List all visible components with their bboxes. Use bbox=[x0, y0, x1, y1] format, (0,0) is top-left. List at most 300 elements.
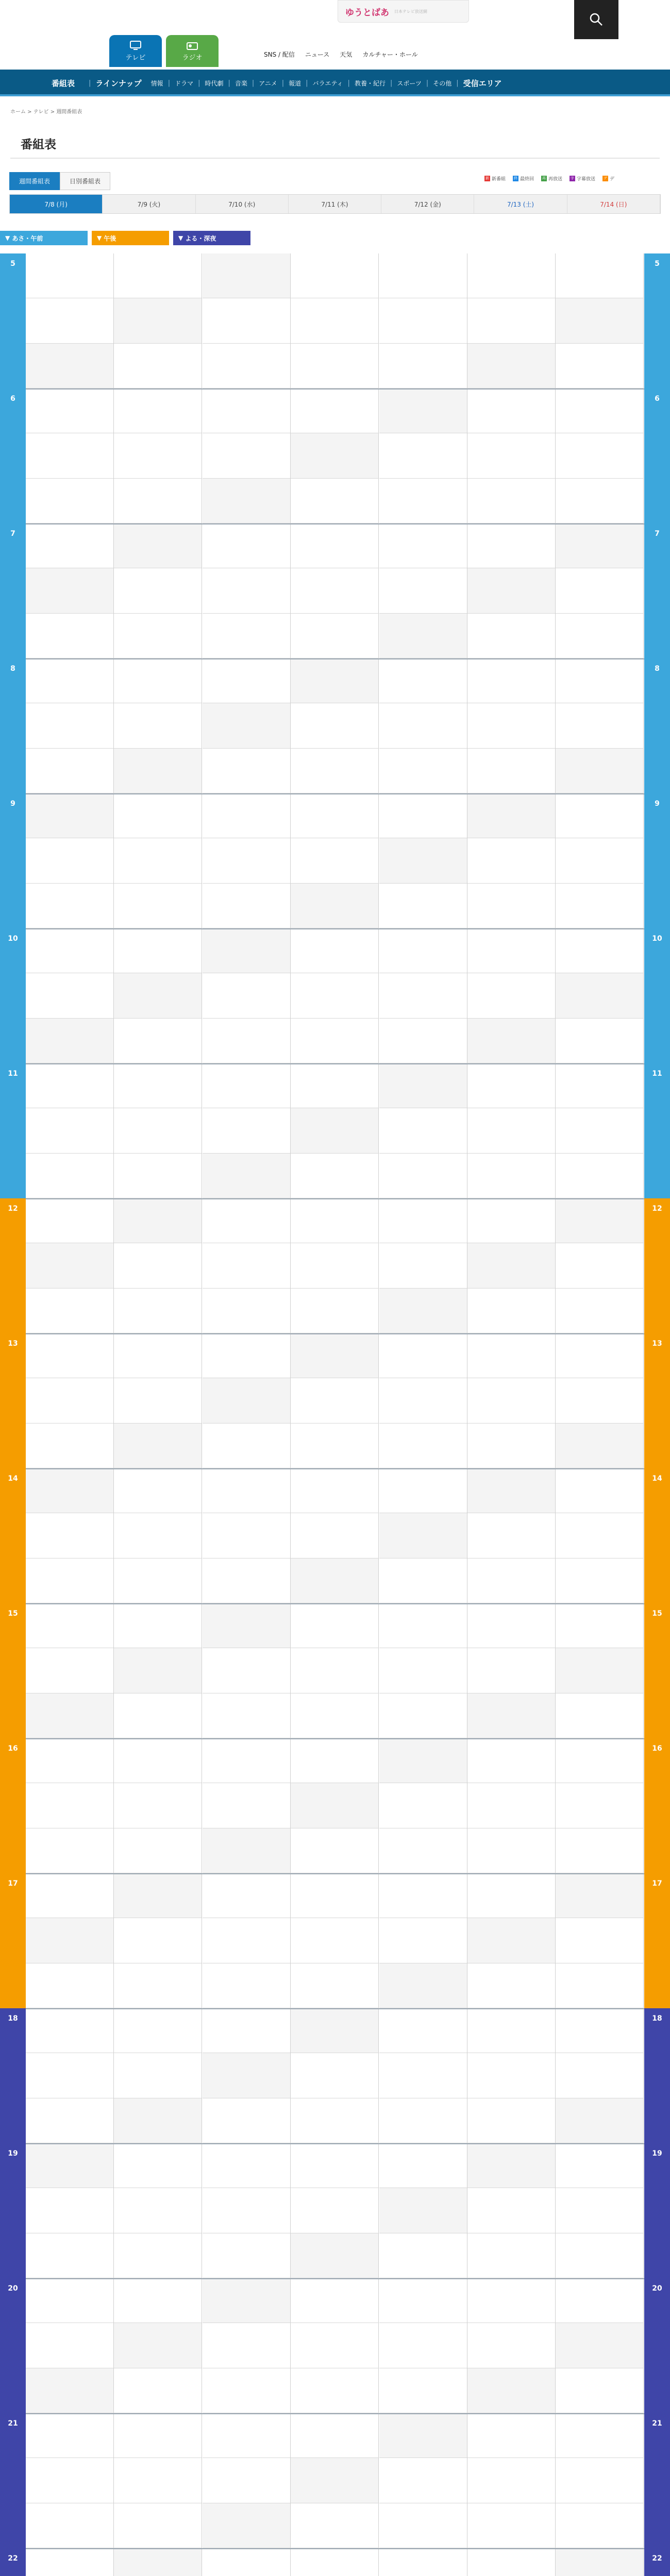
timeband-afternoon[interactable] bbox=[92, 231, 169, 245]
program-cell[interactable] bbox=[114, 973, 202, 1018]
program-cell[interactable] bbox=[467, 838, 555, 883]
program-cell[interactable] bbox=[26, 749, 113, 793]
program-cell[interactable] bbox=[114, 2548, 202, 2576]
program-cell[interactable] bbox=[114, 1468, 202, 1513]
program-cell[interactable] bbox=[291, 749, 378, 793]
program-cell[interactable] bbox=[556, 1333, 643, 1378]
program-cell[interactable] bbox=[114, 1378, 202, 1423]
program-cell[interactable] bbox=[26, 703, 113, 748]
program-cell[interactable] bbox=[467, 479, 555, 523]
program-cell[interactable] bbox=[114, 1693, 202, 1738]
program-cell[interactable] bbox=[203, 1468, 290, 1513]
program-cell[interactable] bbox=[114, 2368, 202, 2413]
program-cell[interactable] bbox=[114, 2413, 202, 2458]
nav-item[interactable]: ドラマ bbox=[175, 80, 194, 87]
program-cell[interactable] bbox=[291, 568, 378, 613]
program-cell[interactable] bbox=[467, 2413, 555, 2458]
program-cell[interactable] bbox=[379, 2233, 467, 2278]
program-cell[interactable] bbox=[26, 2188, 113, 2233]
program-cell[interactable] bbox=[379, 1648, 467, 1693]
program-cell[interactable] bbox=[203, 1063, 290, 1108]
program-cell[interactable] bbox=[556, 838, 643, 883]
program-cell[interactable] bbox=[379, 1693, 467, 1738]
program-cell[interactable] bbox=[291, 344, 378, 388]
program-cell[interactable] bbox=[203, 1648, 290, 1693]
program-cell[interactable] bbox=[556, 1468, 643, 1513]
program-cell[interactable] bbox=[556, 1873, 643, 1918]
program-cell[interactable] bbox=[291, 1873, 378, 1918]
program-cell[interactable] bbox=[26, 523, 113, 568]
program-cell[interactable] bbox=[379, 614, 467, 658]
program-cell[interactable] bbox=[203, 1963, 290, 2008]
program-cell[interactable] bbox=[26, 2548, 113, 2576]
program-cell[interactable] bbox=[467, 568, 555, 613]
program-cell[interactable] bbox=[26, 1828, 113, 1873]
program-cell[interactable] bbox=[379, 703, 467, 748]
program-cell[interactable] bbox=[291, 838, 378, 883]
program-cell[interactable] bbox=[291, 2143, 378, 2188]
program-cell[interactable] bbox=[556, 1693, 643, 1738]
program-cell[interactable] bbox=[379, 1603, 467, 1648]
program-cell[interactable] bbox=[467, 749, 555, 793]
program-cell[interactable] bbox=[26, 1243, 113, 1288]
program-cell[interactable] bbox=[291, 973, 378, 1018]
nav-item[interactable]: 情報 bbox=[150, 80, 163, 87]
program-cell[interactable] bbox=[379, 2008, 467, 2053]
program-cell[interactable] bbox=[556, 1603, 643, 1648]
program-cell[interactable] bbox=[379, 479, 467, 523]
program-cell[interactable] bbox=[291, 2008, 378, 2053]
nav-item[interactable]: ラインナップ bbox=[95, 79, 142, 88]
program-cell[interactable] bbox=[114, 1154, 202, 1198]
program-cell[interactable] bbox=[467, 1198, 555, 1243]
program-cell[interactable] bbox=[26, 973, 113, 1018]
program-cell[interactable] bbox=[114, 884, 202, 928]
program-cell[interactable] bbox=[114, 2503, 202, 2548]
program-cell[interactable] bbox=[291, 1468, 378, 1513]
program-cell[interactable] bbox=[203, 2233, 290, 2278]
program-cell[interactable] bbox=[556, 658, 643, 703]
program-cell[interactable] bbox=[556, 614, 643, 658]
program-cell[interactable] bbox=[291, 2233, 378, 2278]
program-cell[interactable] bbox=[114, 1603, 202, 1648]
program-cell[interactable] bbox=[379, 2458, 467, 2503]
program-cell[interactable] bbox=[26, 838, 113, 883]
program-cell[interactable] bbox=[26, 1198, 113, 1243]
program-cell[interactable] bbox=[26, 2143, 113, 2188]
top-link[interactable]: カルチャー・ホール bbox=[362, 51, 418, 58]
program-cell[interactable] bbox=[467, 2233, 555, 2278]
program-cell[interactable] bbox=[467, 1558, 555, 1603]
program-cell[interactable] bbox=[26, 793, 113, 838]
program-cell[interactable] bbox=[291, 1243, 378, 1288]
program-cell[interactable] bbox=[203, 2548, 290, 2576]
program-cell[interactable] bbox=[379, 2053, 467, 2098]
program-cell[interactable] bbox=[114, 749, 202, 793]
program-cell[interactable] bbox=[203, 479, 290, 523]
program-cell[interactable] bbox=[203, 1693, 290, 1738]
program-cell[interactable] bbox=[291, 2458, 378, 2503]
program-cell[interactable] bbox=[379, 1513, 467, 1558]
program-cell[interactable] bbox=[556, 1063, 643, 1108]
program-cell[interactable] bbox=[203, 2188, 290, 2233]
program-cell[interactable] bbox=[114, 1738, 202, 1783]
program-cell[interactable] bbox=[556, 1648, 643, 1693]
program-cell[interactable] bbox=[114, 1963, 202, 2008]
program-cell[interactable] bbox=[26, 298, 113, 343]
program-cell[interactable] bbox=[26, 1738, 113, 1783]
program-cell[interactable] bbox=[379, 1198, 467, 1243]
program-cell[interactable] bbox=[26, 2413, 113, 2458]
program-cell[interactable] bbox=[379, 523, 467, 568]
program-cell[interactable] bbox=[26, 1378, 113, 1423]
program-cell[interactable] bbox=[203, 2458, 290, 2503]
program-cell[interactable] bbox=[291, 2413, 378, 2458]
program-cell[interactable] bbox=[114, 523, 202, 568]
program-cell[interactable] bbox=[379, 2368, 467, 2413]
program-cell[interactable] bbox=[203, 1198, 290, 1243]
program-cell[interactable] bbox=[291, 1333, 378, 1378]
program-cell[interactable] bbox=[467, 973, 555, 1018]
program-cell[interactable] bbox=[114, 1513, 202, 1558]
program-cell[interactable] bbox=[467, 1603, 555, 1648]
program-cell[interactable] bbox=[291, 658, 378, 703]
program-cell[interactable] bbox=[291, 388, 378, 433]
nav-item[interactable]: アニメ bbox=[259, 80, 277, 87]
program-cell[interactable] bbox=[203, 973, 290, 1018]
program-cell[interactable] bbox=[114, 2458, 202, 2503]
program-cell[interactable] bbox=[114, 1873, 202, 1918]
program-cell[interactable] bbox=[467, 928, 555, 973]
program-cell[interactable] bbox=[467, 2548, 555, 2576]
program-cell[interactable] bbox=[556, 2098, 643, 2143]
program-cell[interactable] bbox=[114, 1063, 202, 1108]
program-cell[interactable] bbox=[291, 1648, 378, 1693]
program-cell[interactable] bbox=[203, 1873, 290, 1918]
program-cell[interactable] bbox=[26, 344, 113, 388]
program-cell[interactable] bbox=[114, 388, 202, 433]
program-cell[interactable] bbox=[379, 1243, 467, 1288]
program-cell[interactable] bbox=[203, 1603, 290, 1648]
program-cell[interactable] bbox=[114, 1828, 202, 1873]
program-cell[interactable] bbox=[379, 2188, 467, 2233]
program-cell[interactable] bbox=[114, 2098, 202, 2143]
program-cell[interactable] bbox=[379, 1558, 467, 1603]
program-cell[interactable] bbox=[203, 1154, 290, 1198]
program-cell[interactable] bbox=[556, 1963, 643, 2008]
program-cell[interactable] bbox=[26, 928, 113, 973]
program-cell[interactable] bbox=[203, 703, 290, 748]
program-cell[interactable] bbox=[26, 1918, 113, 1963]
program-cell[interactable] bbox=[467, 1693, 555, 1738]
program-cell[interactable] bbox=[26, 1693, 113, 1738]
program-cell[interactable] bbox=[467, 1243, 555, 1288]
program-cell[interactable] bbox=[379, 973, 467, 1018]
day-tab[interactable]: 7/11 (木) bbox=[289, 195, 381, 213]
program-cell[interactable] bbox=[379, 2503, 467, 2548]
program-cell[interactable] bbox=[203, 568, 290, 613]
program-cell[interactable] bbox=[379, 344, 467, 388]
program-cell[interactable] bbox=[467, 2143, 555, 2188]
nav-item[interactable]: 報道 bbox=[289, 80, 301, 87]
program-cell[interactable] bbox=[203, 344, 290, 388]
program-cell[interactable] bbox=[467, 703, 555, 748]
program-cell[interactable] bbox=[379, 568, 467, 613]
program-cell[interactable] bbox=[379, 1468, 467, 1513]
program-cell[interactable] bbox=[379, 1963, 467, 2008]
program-cell[interactable] bbox=[114, 298, 202, 343]
program-cell[interactable] bbox=[114, 838, 202, 883]
program-cell[interactable] bbox=[467, 1783, 555, 1828]
program-cell[interactable] bbox=[556, 1558, 643, 1603]
program-cell[interactable] bbox=[203, 2008, 290, 2053]
program-cell[interactable] bbox=[467, 433, 555, 478]
program-cell[interactable] bbox=[114, 793, 202, 838]
program-cell[interactable] bbox=[26, 1558, 113, 1603]
program-cell[interactable] bbox=[203, 2368, 290, 2413]
program-cell[interactable] bbox=[114, 2233, 202, 2278]
program-cell[interactable] bbox=[467, 2278, 555, 2323]
program-cell[interactable] bbox=[26, 1108, 113, 1153]
day-tab[interactable]: 7/8 (月) bbox=[10, 195, 103, 213]
program-cell[interactable] bbox=[203, 1828, 290, 1873]
program-cell[interactable] bbox=[379, 2278, 467, 2323]
program-cell[interactable] bbox=[556, 749, 643, 793]
program-cell[interactable] bbox=[114, 253, 202, 298]
program-cell[interactable] bbox=[379, 433, 467, 478]
program-cell[interactable] bbox=[556, 1423, 643, 1468]
timeband-night[interactable] bbox=[173, 231, 250, 245]
program-cell[interactable] bbox=[114, 2188, 202, 2233]
day-tab[interactable]: 7/12 (金) bbox=[381, 195, 474, 213]
program-cell[interactable] bbox=[26, 253, 113, 298]
program-cell[interactable] bbox=[114, 433, 202, 478]
program-cell[interactable] bbox=[203, 614, 290, 658]
program-cell[interactable] bbox=[467, 1828, 555, 1873]
program-cell[interactable] bbox=[467, 1378, 555, 1423]
program-cell[interactable] bbox=[203, 1333, 290, 1378]
program-cell[interactable] bbox=[379, 1918, 467, 1963]
program-cell[interactable] bbox=[556, 2503, 643, 2548]
logo-area[interactable] bbox=[338, 0, 469, 23]
program-cell[interactable] bbox=[556, 2053, 643, 2098]
program-cell[interactable] bbox=[291, 793, 378, 838]
program-cell[interactable] bbox=[291, 2548, 378, 2576]
program-cell[interactable] bbox=[203, 433, 290, 478]
program-cell[interactable] bbox=[556, 344, 643, 388]
day-tab[interactable]: 7/10 (水) bbox=[196, 195, 289, 213]
program-cell[interactable] bbox=[379, 2098, 467, 2143]
program-cell[interactable] bbox=[379, 1019, 467, 1063]
program-cell[interactable] bbox=[379, 298, 467, 343]
timeband-morning[interactable] bbox=[0, 231, 88, 245]
program-cell[interactable] bbox=[467, 388, 555, 433]
program-cell[interactable] bbox=[203, 1558, 290, 1603]
program-cell[interactable] bbox=[379, 793, 467, 838]
program-cell[interactable] bbox=[291, 1154, 378, 1198]
program-cell[interactable] bbox=[556, 568, 643, 613]
program-cell[interactable] bbox=[556, 253, 643, 298]
day-tab[interactable]: 7/13 (土) bbox=[474, 195, 567, 213]
program-cell[interactable] bbox=[556, 884, 643, 928]
program-cell[interactable] bbox=[203, 523, 290, 568]
program-cell[interactable] bbox=[203, 388, 290, 433]
program-cell[interactable] bbox=[291, 2053, 378, 2098]
program-cell[interactable] bbox=[291, 1108, 378, 1153]
tab-tv[interactable] bbox=[109, 35, 162, 67]
program-cell[interactable] bbox=[556, 2278, 643, 2323]
nav-item[interactable]: 時代劇 bbox=[205, 80, 224, 87]
program-cell[interactable] bbox=[291, 2368, 378, 2413]
program-cell[interactable] bbox=[467, 1108, 555, 1153]
program-cell[interactable] bbox=[467, 614, 555, 658]
program-cell[interactable] bbox=[291, 1828, 378, 1873]
program-cell[interactable] bbox=[114, 1648, 202, 1693]
program-cell[interactable] bbox=[291, 1513, 378, 1558]
program-cell[interactable] bbox=[203, 838, 290, 883]
program-cell[interactable] bbox=[203, 2503, 290, 2548]
program-cell[interactable] bbox=[556, 388, 643, 433]
program-cell[interactable] bbox=[203, 1289, 290, 1333]
program-cell[interactable] bbox=[291, 1378, 378, 1423]
program-cell[interactable] bbox=[26, 1468, 113, 1513]
program-cell[interactable] bbox=[556, 298, 643, 343]
program-cell[interactable] bbox=[203, 1918, 290, 1963]
program-cell[interactable] bbox=[114, 2008, 202, 2053]
program-cell[interactable] bbox=[379, 1828, 467, 1873]
program-cell[interactable] bbox=[291, 1558, 378, 1603]
program-cell[interactable] bbox=[291, 1603, 378, 1648]
program-cell[interactable] bbox=[26, 2053, 113, 2098]
program-cell[interactable] bbox=[203, 2098, 290, 2143]
program-cell[interactable] bbox=[26, 1783, 113, 1828]
program-cell[interactable] bbox=[203, 1108, 290, 1153]
program-cell[interactable] bbox=[379, 658, 467, 703]
program-cell[interactable] bbox=[114, 1423, 202, 1468]
program-cell[interactable] bbox=[379, 1378, 467, 1423]
program-cell[interactable] bbox=[291, 1693, 378, 1738]
nav-item[interactable]: 音楽 bbox=[234, 80, 247, 87]
program-cell[interactable] bbox=[556, 1378, 643, 1423]
tab-daily[interactable]: 日別番組表 bbox=[60, 172, 110, 190]
program-cell[interactable] bbox=[291, 1289, 378, 1333]
program-cell[interactable] bbox=[291, 1019, 378, 1063]
program-cell[interactable] bbox=[556, 523, 643, 568]
program-cell[interactable] bbox=[556, 479, 643, 523]
program-cell[interactable] bbox=[26, 2368, 113, 2413]
program-cell[interactable] bbox=[114, 1243, 202, 1288]
program-cell[interactable] bbox=[203, 2143, 290, 2188]
program-cell[interactable] bbox=[114, 1558, 202, 1603]
program-cell[interactable] bbox=[467, 1019, 555, 1063]
program-cell[interactable] bbox=[467, 1513, 555, 1558]
program-cell[interactable] bbox=[379, 1154, 467, 1198]
program-cell[interactable] bbox=[467, 1918, 555, 1963]
program-cell[interactable] bbox=[467, 884, 555, 928]
program-cell[interactable] bbox=[26, 2503, 113, 2548]
program-cell[interactable] bbox=[26, 568, 113, 613]
program-cell[interactable] bbox=[26, 479, 113, 523]
program-cell[interactable] bbox=[556, 2323, 643, 2368]
program-cell[interactable] bbox=[556, 1198, 643, 1243]
program-cell[interactable] bbox=[26, 1873, 113, 1918]
program-cell[interactable] bbox=[26, 1289, 113, 1333]
program-cell[interactable] bbox=[291, 1063, 378, 1108]
program-cell[interactable] bbox=[556, 1154, 643, 1198]
program-cell[interactable] bbox=[467, 1333, 555, 1378]
program-cell[interactable] bbox=[556, 2458, 643, 2503]
program-cell[interactable] bbox=[203, 793, 290, 838]
program-cell[interactable] bbox=[556, 1783, 643, 1828]
program-cell[interactable] bbox=[291, 1198, 378, 1243]
program-cell[interactable] bbox=[291, 2098, 378, 2143]
program-cell[interactable] bbox=[467, 2368, 555, 2413]
program-cell[interactable] bbox=[291, 523, 378, 568]
program-cell[interactable] bbox=[114, 614, 202, 658]
program-cell[interactable] bbox=[203, 1738, 290, 1783]
program-cell[interactable] bbox=[203, 1513, 290, 1558]
program-cell[interactable] bbox=[114, 658, 202, 703]
program-cell[interactable] bbox=[291, 298, 378, 343]
program-cell[interactable] bbox=[556, 2143, 643, 2188]
program-cell[interactable] bbox=[467, 1738, 555, 1783]
program-cell[interactable] bbox=[114, 1783, 202, 1828]
nav-item[interactable]: バラエティ bbox=[312, 80, 343, 87]
program-cell[interactable] bbox=[467, 2503, 555, 2548]
program-cell[interactable] bbox=[26, 1513, 113, 1558]
program-cell[interactable] bbox=[203, 1243, 290, 1288]
program-cell[interactable] bbox=[556, 973, 643, 1018]
nav-item[interactable]: スポーツ bbox=[397, 80, 422, 87]
program-cell[interactable] bbox=[556, 2008, 643, 2053]
program-cell[interactable] bbox=[467, 1468, 555, 1513]
program-cell[interactable] bbox=[291, 703, 378, 748]
tab-weekly[interactable]: 週間番組表 bbox=[9, 172, 60, 190]
program-cell[interactable] bbox=[114, 1198, 202, 1243]
program-cell[interactable] bbox=[556, 1019, 643, 1063]
breadcrumb[interactable]: ホーム > テレビ > 週間番組表 bbox=[10, 109, 82, 115]
program-cell[interactable] bbox=[26, 884, 113, 928]
program-cell[interactable] bbox=[467, 658, 555, 703]
program-cell[interactable] bbox=[467, 1648, 555, 1693]
nav-item[interactable]: 教養・紀行 bbox=[354, 80, 386, 87]
program-cell[interactable] bbox=[26, 1423, 113, 1468]
program-cell[interactable] bbox=[114, 928, 202, 973]
program-cell[interactable] bbox=[114, 2143, 202, 2188]
program-cell[interactable] bbox=[291, 884, 378, 928]
program-cell[interactable] bbox=[291, 2503, 378, 2548]
program-cell[interactable] bbox=[291, 1963, 378, 2008]
program-cell[interactable] bbox=[379, 2413, 467, 2458]
program-cell[interactable] bbox=[26, 1333, 113, 1378]
program-cell[interactable] bbox=[467, 2053, 555, 2098]
program-cell[interactable] bbox=[379, 1873, 467, 1918]
program-cell[interactable] bbox=[203, 2323, 290, 2368]
program-cell[interactable] bbox=[467, 1963, 555, 2008]
tab-radio[interactable] bbox=[166, 35, 219, 67]
program-cell[interactable] bbox=[114, 1019, 202, 1063]
program-cell[interactable] bbox=[467, 2323, 555, 2368]
program-cell[interactable] bbox=[556, 2233, 643, 2278]
program-cell[interactable] bbox=[26, 1648, 113, 1693]
program-cell[interactable] bbox=[291, 479, 378, 523]
program-cell[interactable] bbox=[467, 2098, 555, 2143]
program-cell[interactable] bbox=[203, 2413, 290, 2458]
program-cell[interactable] bbox=[379, 838, 467, 883]
program-cell[interactable] bbox=[26, 2278, 113, 2323]
program-cell[interactable] bbox=[203, 1423, 290, 1468]
program-cell[interactable] bbox=[556, 2368, 643, 2413]
